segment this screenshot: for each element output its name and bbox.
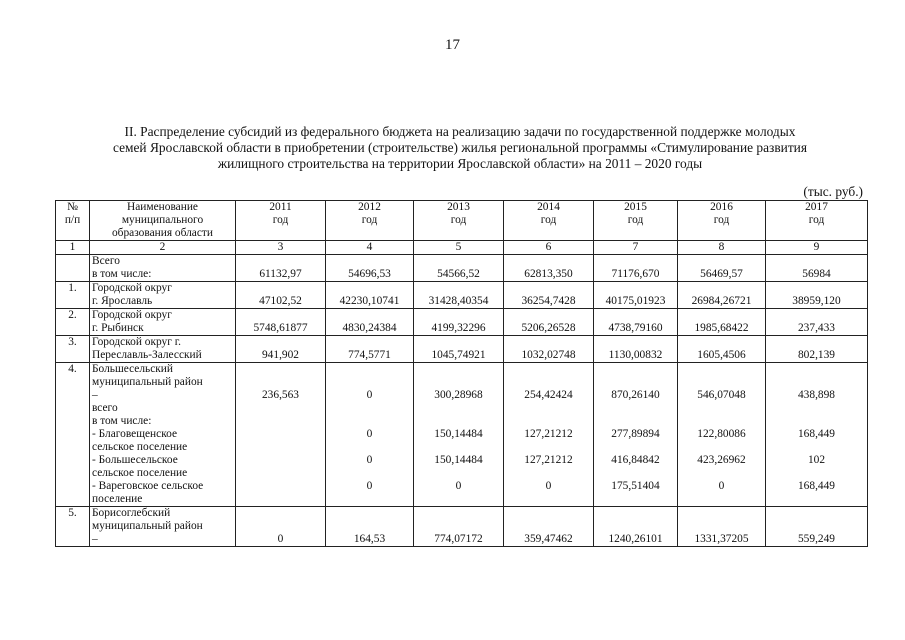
subsidies-table — [55, 200, 868, 547]
value-cell: 31428,40354 — [414, 282, 504, 309]
value-cell: 1985,68422 — [678, 309, 766, 336]
column-index: 1 — [56, 241, 90, 255]
row-name: Всего в том числе: — [90, 255, 236, 282]
column-index: 7 — [594, 241, 678, 255]
table-row — [56, 507, 868, 547]
value-cell: 559,249 — [766, 507, 868, 547]
value-cell: 164,53 — [326, 507, 414, 547]
value-cell: 0 — [718, 480, 725, 492]
value-cell: 56984 — [766, 255, 868, 282]
header-year: 2017 год — [766, 201, 868, 241]
value-cell: 38959,120 — [766, 282, 868, 309]
value-cell: 277,89894 — [611, 428, 660, 440]
header-row — [56, 201, 868, 241]
value-column — [678, 363, 766, 507]
row-number: 3. — [56, 336, 90, 363]
header-year: 2016 год — [678, 201, 766, 241]
value-cell: 56469,57 — [678, 255, 766, 282]
value-column — [326, 363, 414, 507]
value-cell: 237,433 — [766, 309, 868, 336]
title-line: семей Ярославской области в приобретении (строительстве) жилья региональной программы «Стимулирование развития — [112, 140, 808, 155]
column-index: 5 — [414, 241, 504, 255]
column-index: 8 — [678, 241, 766, 255]
value-cell: 4738,79160 — [594, 309, 678, 336]
value-cell: 0 — [366, 428, 373, 440]
value-column — [766, 363, 868, 507]
value-cell: 36254,7428 — [504, 282, 594, 309]
value-column — [414, 363, 504, 507]
value-cell: 1331,37205 — [678, 507, 766, 547]
row-number: 4. — [56, 363, 90, 507]
value-cell: 175,51404 — [611, 480, 660, 492]
value-cell: 5206,26528 — [504, 309, 594, 336]
value-cell: 1605,4506 — [678, 336, 766, 363]
value-cell: 168,449 — [797, 480, 836, 492]
value-cell: 1240,26101 — [594, 507, 678, 547]
table-row — [56, 282, 868, 309]
value-cell: 0 — [236, 507, 326, 547]
value-cell: 423,26962 — [697, 454, 746, 466]
table-row — [56, 336, 868, 363]
value-column — [504, 363, 594, 507]
table-row-group — [56, 363, 868, 507]
value-cell: 254,42424 — [524, 389, 573, 401]
value-cell: 150,14484 — [434, 454, 483, 466]
value-cell: 0 — [366, 389, 373, 401]
row-name: Городской округ г. Рыбинск — [90, 309, 236, 336]
value-cell: 870,26140 — [611, 389, 660, 401]
value-cell: 102 — [807, 454, 826, 466]
table-row — [56, 309, 868, 336]
row-name: Городской округ г. Ярославль — [90, 282, 236, 309]
value-column — [236, 363, 326, 507]
value-cell: 1032,02748 — [504, 336, 594, 363]
value-cell: 47102,52 — [236, 282, 326, 309]
value-cell: 0 — [366, 454, 373, 466]
value-cell: 4199,32296 — [414, 309, 504, 336]
value-cell: 438,898 — [797, 389, 836, 401]
title-line: II. Распределение субсидий из федерального бюджета на реализацию задачи по государственной поддержке молодых — [124, 124, 796, 139]
value-cell: 150,14484 — [434, 428, 483, 440]
value-cell: 546,07048 — [697, 389, 746, 401]
value-cell: 5748,61877 — [236, 309, 326, 336]
value-cell: 61132,97 — [236, 255, 326, 282]
value-cell: 40175,01923 — [594, 282, 678, 309]
value-cell: 359,47462 — [504, 507, 594, 547]
value-cell: 122,80086 — [697, 428, 746, 440]
header-year: 2011 год — [236, 201, 326, 241]
value-cell: 127,21212 — [524, 454, 573, 466]
value-cell: 1045,74921 — [414, 336, 504, 363]
row-number: 1. — [56, 282, 90, 309]
title-line: жилищного строительства на территории Ярославской области» на 2011 – 2020 годы — [217, 156, 703, 171]
value-cell: 71176,670 — [594, 255, 678, 282]
value-cell: 941,902 — [236, 336, 326, 363]
value-column — [594, 363, 678, 507]
table-row-total — [56, 255, 868, 282]
value-cell: 0 — [545, 480, 552, 492]
header-year: 2014 год — [504, 201, 594, 241]
header-name: Наименование муниципального образования области — [90, 201, 236, 241]
value-cell: 300,28968 — [434, 389, 483, 401]
value-cell: 62813,350 — [504, 255, 594, 282]
value-cell: 802,139 — [766, 336, 868, 363]
column-index: 6 — [504, 241, 594, 255]
header-num: № п/п — [56, 201, 90, 241]
document-title — [60, 124, 860, 172]
value-cell: 774,07172 — [414, 507, 504, 547]
row-number: 2. — [56, 309, 90, 336]
value-cell: 42230,10741 — [326, 282, 414, 309]
row-name: Большесельский муниципальный район – всего в том числе: - Благовещенское сельское поселение - Большесельское сельское поселение - Вареговское сельское поселение — [90, 363, 236, 507]
header-year: 2015 год — [594, 201, 678, 241]
value-cell: 416,84842 — [611, 454, 660, 466]
value-cell: 54566,52 — [414, 255, 504, 282]
column-index: 9 — [766, 241, 868, 255]
value-cell: 0 — [455, 480, 462, 492]
value-cell: 168,449 — [797, 428, 836, 440]
header-year: 2013 год — [414, 201, 504, 241]
value-cell: 1130,00832 — [594, 336, 678, 363]
column-index: 2 — [90, 241, 236, 255]
units-label: (тыс. руб.) — [803, 184, 863, 199]
row-number: 5. — [56, 507, 90, 547]
column-index: 3 — [236, 241, 326, 255]
value-cell: 26984,26721 — [678, 282, 766, 309]
row-name: Городской округ г. Переславль-Залесский — [90, 336, 236, 363]
value-cell: 236,563 — [261, 389, 300, 401]
column-index-row — [56, 241, 868, 255]
value-cell: 4830,24384 — [326, 309, 414, 336]
header-year: 2012 год — [326, 201, 414, 241]
value-cell: 127,21212 — [524, 428, 573, 440]
value-cell: 54696,53 — [326, 255, 414, 282]
row-name: Борисоглебский муниципальный район – — [90, 507, 236, 547]
value-cell: 0 — [366, 480, 373, 492]
value-cell: 774,5771 — [326, 336, 414, 363]
page-number: 17 — [445, 37, 460, 53]
row-number — [56, 255, 90, 282]
column-index: 4 — [326, 241, 414, 255]
